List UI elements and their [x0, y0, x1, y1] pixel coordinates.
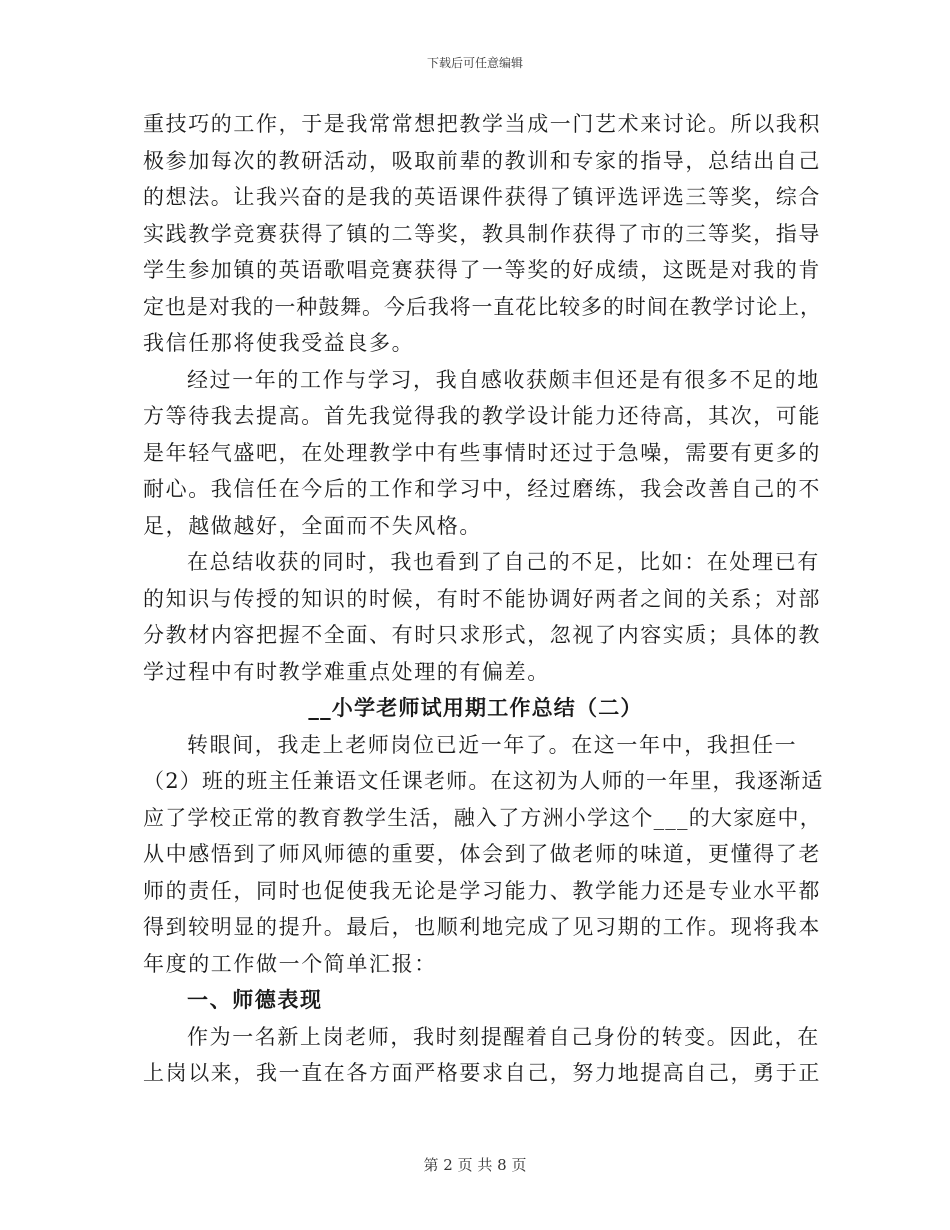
document-body — [143, 106, 824, 1092]
paragraph-line: 定也是对我的一种鼓舞。今后我将一直花比较多的时间在教学讨论上， — [143, 294, 822, 319]
paragraph-line: 分教材内容把握不全面、有时只求形式，忽视了内容实质；具体的教 — [143, 623, 821, 647]
paragraph-line: 方等待我去提高。首先我觉得我的教学设计能力还待高，其次，可能 — [143, 404, 821, 428]
paragraph-line: 学过程中有时教学难重点处理的有偏差。 — [143, 659, 550, 684]
paragraph-line: （2）班的班主任兼语文任课老师。在这初为人师的一年里，我逐渐适 — [143, 769, 824, 793]
paragraph-line: 转眼间，我走上老师岗位已近一年了。在这一年中，我担任一 — [187, 732, 798, 757]
paragraph-line: 年度的工作做一个简单汇报： — [143, 951, 437, 976]
page-header: 下载后可任意编辑 — [426, 56, 523, 70]
paragraph-4 — [143, 727, 824, 983]
paragraph-line: 得到较明显的提升。最后，也顺利地完成了见习期的工作。现将我本 — [143, 915, 821, 939]
paragraph-line: 上岗以来，我一直在各方面严格要求自己，努力地提高自己，勇于正 — [143, 1061, 821, 1085]
paragraph-3 — [143, 544, 821, 690]
paragraph-line: 的知识与传授的知识的时候，有时不能协调好两者之间的关系；对部 — [143, 586, 821, 611]
paragraph-line: 是年轻气盛吧，在处理教学中有些事情时还过于急噪，需要有更多的 — [143, 440, 821, 465]
page-footer: 第 2 页 共 8 页 — [423, 1156, 527, 1174]
subheading: 一、师德表现 — [187, 987, 323, 1012]
paragraph-line: 重技巧的工作，于是我常常想把教学当成一门艺术来讨论。所以我积 — [143, 112, 821, 136]
paragraph-line: 应了学校正常的教育教学生活，融入了方洲小学这个___的大家庭中， — [143, 805, 822, 830]
paragraph-line: 耐心。我信任在今后的工作和学习中，经过磨练，我会改善自己的不 — [143, 477, 821, 501]
paragraph-line: 经过一年的工作与学习，我自感收获颇丰但还是有很多不足的地 — [187, 367, 820, 392]
paragraph-line: 极参加每次的教研活动，吸取前辈的教训和专家的指导，总结出自己 — [143, 148, 821, 173]
paragraph-line: 的想法。让我兴奋的是我的英语课件获得了镇评选评选三等奖，综合 — [143, 185, 821, 209]
paragraph-line: 作为一名新上岗老师，我时刻提醒着自己身份的转变。因此，在 — [187, 1024, 820, 1049]
paragraph-line: 我信任那将使我受益良多。 — [143, 331, 415, 355]
paragraph-2 — [143, 362, 821, 545]
paragraph-1 — [143, 106, 822, 362]
section-title: __小学老师试用期工作总结（二） — [308, 695, 643, 720]
paragraph-5 — [143, 1019, 821, 1092]
paragraph-line: 从中感悟到了师风师德的重要，体会到了做老师的味道，更懂得了老 — [143, 842, 821, 866]
paragraph-line: 实践教学竞赛获得了镇的二等奖，教具制作获得了市的三等奖，指导 — [143, 221, 821, 246]
paragraph-line: 学生参加镇的英语歌唱竞赛获得了一等奖的好成绩，这既是对我的肯 — [143, 258, 821, 282]
paragraph-line: 足，越做越好，全面而不失风格。 — [143, 513, 482, 538]
paragraph-line: 在总结收获的同时，我也看到了自己的不足，比如：在处理已有 — [187, 550, 820, 574]
paragraph-line: 师的责任，同时也促使我无论是学习能力、教学能力还是专业水平都 — [143, 878, 821, 903]
